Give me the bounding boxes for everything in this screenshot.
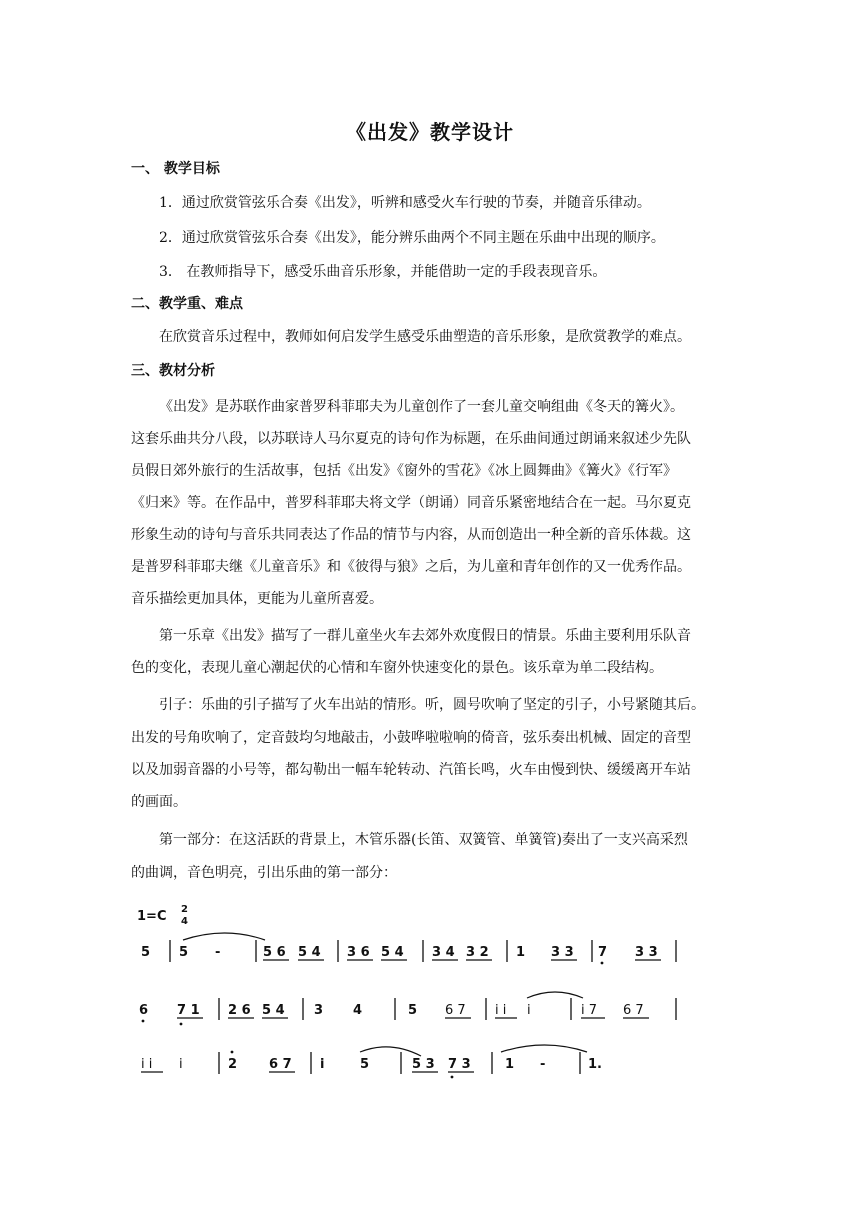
low-octave-dot xyxy=(142,1020,145,1023)
score-svg xyxy=(135,900,695,1085)
score-note: i 7 xyxy=(581,1003,598,1018)
score-note: 2 6 xyxy=(228,1003,251,1018)
section-heading-analysis: 三、教材分析 xyxy=(131,363,215,379)
score-note: 3 3 xyxy=(635,945,658,960)
score-note: i xyxy=(320,1057,325,1072)
score-note: 3 3 xyxy=(551,945,574,960)
low-octave-dot xyxy=(601,962,604,965)
score-row-3 xyxy=(141,1045,602,1078)
music-score xyxy=(135,900,695,1085)
score-note: 6 xyxy=(139,1003,149,1018)
document-title: 《出发》教学设计 xyxy=(346,120,514,144)
analysis-p1-line-2: 这套乐曲共分八段，以苏联诗人马尔夏克的诗句作为标题，在乐曲间通过朗诵来叙述少先队 xyxy=(131,431,691,447)
score-note: 6 7 xyxy=(623,1003,644,1018)
score-note: 4 xyxy=(353,1003,363,1018)
key-points-paragraph: 在欣赏音乐过程中，教师如何启发学生感受乐曲塑造的音乐形象，是欣赏教学的难点。 xyxy=(159,329,691,345)
score-note: 5 4 xyxy=(381,945,404,960)
analysis-p3-line-4: 的画面。 xyxy=(131,794,187,810)
score-note: 7 xyxy=(598,945,608,960)
score-note: 5 xyxy=(360,1057,370,1072)
analysis-p1-line-4: 《归来》等。在作品中，普罗科菲耶夫将文学（朗诵）同音乐紧密地结合在一起。马尔夏克 xyxy=(131,495,691,511)
score-note: 2 xyxy=(228,1057,238,1072)
score-note: i xyxy=(527,1003,531,1018)
score-note: 7 3 xyxy=(448,1057,471,1072)
score-note: 1 xyxy=(516,945,526,960)
tie-arc xyxy=(183,933,265,940)
tie-arc xyxy=(360,1047,421,1056)
score-note: 6 7 xyxy=(269,1057,292,1072)
score-note: 5 3 xyxy=(412,1057,435,1072)
analysis-p1-line-6: 是普罗科菲耶夫继《儿童音乐》和《彼得与狼》之后，为儿童和青年创作的又一优秀作品。 xyxy=(131,559,691,575)
score-note: 5 4 xyxy=(298,945,321,960)
objective-item-3: 3． 在教师指导下，感受乐曲音乐形象，并能借助一定的手段表现音乐。 xyxy=(159,264,607,280)
score-key: 1=C xyxy=(137,909,167,924)
tie-arc xyxy=(527,992,583,998)
score-time-top: 2 xyxy=(181,904,188,915)
analysis-p2-line-1: 第一乐章《出发》描写了一群儿童坐火车去郊外欢度假日的情景。乐曲主要利用乐队音 xyxy=(159,628,691,644)
analysis-p3-line-3: 以及加弱音器的小号等，都勾勒出一幅车轮转动、汽笛长鸣，火车由慢到快、缓缓离开车站 xyxy=(131,762,691,778)
score-note: 5 xyxy=(141,945,151,960)
score-note: i xyxy=(179,1057,183,1072)
analysis-p1-line-3: 员假日郊外旅行的生活故事，包括《出发》《窗外的雪花》《冰上圆舞曲》《篝火》《行军》 xyxy=(131,463,677,479)
section-heading-objectives: 一、 教学目标 xyxy=(131,161,220,177)
score-note: 5 4 xyxy=(262,1003,285,1018)
low-octave-dot xyxy=(451,1076,454,1079)
score-note: - xyxy=(215,945,221,960)
analysis-p3-line-1: 引子：乐曲的引子描写了火车出站的情形。听，圆号吹响了坚定的引子，小号紧随其后。 xyxy=(159,697,705,713)
score-note: 5 xyxy=(179,945,189,960)
score-note: 7 1 xyxy=(177,1003,200,1018)
high-octave-dot xyxy=(231,1051,234,1054)
score-note: - xyxy=(540,1057,546,1072)
analysis-p4-line-1: 第一部分：在这活跃的背景上，木管乐器(长笛、双簧管、单簧管)奏出了一支兴高采烈 xyxy=(159,832,688,848)
score-note: 3 xyxy=(314,1003,324,1018)
objective-item-2: 2．通过欣赏管弦乐合奏《出发》，能分辨乐曲两个不同主题在乐曲中出现的顺序。 xyxy=(159,230,665,246)
section-heading-key-points: 二、教学重、难点 xyxy=(131,296,243,312)
score-note: 1. xyxy=(588,1057,602,1072)
analysis-p2-line-2: 色的变化，表现儿童心潮起伏的心情和车窗外快速变化的景色。该乐章为单二段结构。 xyxy=(131,660,663,676)
score-note: 3 6 xyxy=(347,945,370,960)
score-note: 5 6 xyxy=(263,945,286,960)
score-row-2 xyxy=(139,992,676,1025)
score-note: i i xyxy=(495,1003,507,1018)
score-note: 3 4 xyxy=(432,945,455,960)
analysis-p1-line-1: 《出发》是苏联作曲家普罗科菲耶夫为儿童创作了一套儿童交响组曲《冬天的篝火》。 xyxy=(159,399,684,415)
low-octave-dot xyxy=(180,1023,183,1026)
analysis-p1-line-5: 形象生动的诗句与音乐共同表达了作品的情节与内容，从而创造出一种全新的音乐体裁。这 xyxy=(131,527,691,543)
score-note: 3 2 xyxy=(466,945,489,960)
analysis-p1-line-7: 音乐描绘更加具体，更能为儿童所喜爱。 xyxy=(131,591,383,607)
score-row-1 xyxy=(141,933,676,964)
objective-item-1: 1．通过欣赏管弦乐合奏《出发》，听辨和感受火车行驶的节奏，并随音乐律动。 xyxy=(159,195,651,211)
score-time-bottom: 4 xyxy=(181,916,188,927)
score-note: 6 7 xyxy=(445,1003,466,1018)
score-note: 1 xyxy=(505,1057,515,1072)
score-note: i i xyxy=(141,1057,153,1072)
tie-arc xyxy=(501,1045,587,1052)
score-note: 5 xyxy=(408,1003,418,1018)
analysis-p3-line-2: 出发的号角吹响了，定音鼓均匀地敲击，小鼓哗啦啦响的倚音，弦乐奏出机械、固定的音型 xyxy=(131,730,691,746)
analysis-p4-line-2: 的曲调，音色明亮，引出乐曲的第一部分： xyxy=(131,865,397,881)
